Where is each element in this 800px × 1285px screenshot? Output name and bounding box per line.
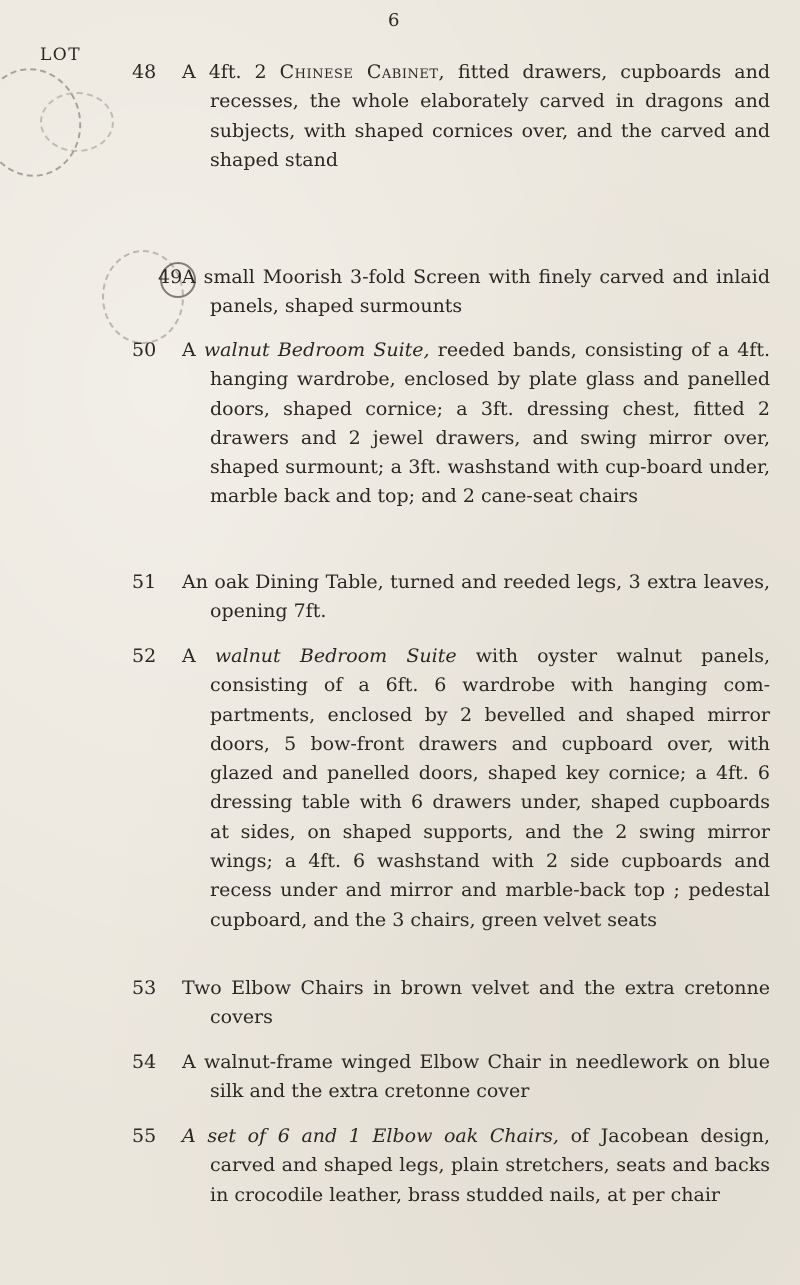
lot-number: 51 xyxy=(132,571,157,593)
lot-column-heading: LOT xyxy=(40,45,82,65)
paper-stain xyxy=(40,92,114,152)
lot-description xyxy=(182,974,770,1033)
page-number: 6 xyxy=(388,10,401,31)
lot-text: fitted drawers, cupboards and recesses, the whole elaborately carved in dragons and subjects, with shaped cornices over, and the carved and shaped stand xyxy=(210,61,770,171)
lot-text: reeded bands, consisting of a 4ft. hanging wardrobe, enclosed by plate glass and panelled doors, shaped cornice; a 3ft. dressing chest, fitted 2 drawers and 2 jewel drawers, and swing mirror over, shaped surmount; a 3ft. washstand with cup-board under, marble back and top; and 2 cane-seat chairs xyxy=(210,339,770,508)
lot-number: 55 xyxy=(132,1125,157,1147)
lot-number: 49 xyxy=(158,266,183,288)
lot-text: An oak Dining Table, turned and reeded legs, 3 extra leaves, opening 7ft. xyxy=(182,571,770,623)
lot-lead: A 4ft. 2 xyxy=(182,61,280,83)
lot-item-name: walnut Bedroom Suite, xyxy=(203,339,430,361)
lot-text: A small Moorish 3-fold Screen with finely carved and inlaid panels, shaped surmounts xyxy=(182,266,770,318)
lot-description xyxy=(182,58,770,175)
lot-item-name: A set of 6 and 1 Elbow oak Chairs, xyxy=(182,1125,559,1147)
lot-description xyxy=(182,568,770,627)
lot-text: A walnut-frame winged Elbow Chair in needlework on blue silk and the extra cretonne cover xyxy=(182,1051,770,1103)
lot-number: 53 xyxy=(132,977,157,999)
lot-description xyxy=(182,336,770,512)
lot-description xyxy=(182,642,770,935)
lot-item-name: walnut Bedroom Suite xyxy=(214,645,457,667)
lot-lead: A xyxy=(182,645,215,667)
lot-number: 54 xyxy=(132,1051,157,1073)
lot-number: 52 xyxy=(132,645,157,667)
lot-description xyxy=(182,1048,770,1107)
lot-description xyxy=(182,1122,770,1210)
lot-text: Two Elbow Chairs in brown velvet and the extra cretonne covers xyxy=(182,977,770,1029)
lot-item-name: Chinese Cabinet, xyxy=(279,61,446,83)
lot-text: with oyster walnut panels, consisting of a 6ft. 6 wardrobe with hanging com-partments, enclosed by 2 bevelled and shaped mirror doors, 5 bow-front drawers and cupboard over, with glazed and panelled doors, shaped key cornice; a 4ft. 6 dressing table with 6 drawers under, shaped cupboards at sides, on shaped supports, and the 2 swing mirror wings; a 4ft. 6 washstand with 2 side cupboards and recess under and mirror and marble-back top ; pedestal cupboard, and the 3 chairs, green velvet seats xyxy=(210,645,770,931)
lot-number: 50 xyxy=(132,339,157,361)
lot-text: of Jacobean design, carved and shaped legs, plain stretchers, seats and backs in crocodile leather, brass studded nails, at per chair xyxy=(210,1125,770,1206)
lot-lead: A xyxy=(182,339,204,361)
lot-number: 48 xyxy=(132,61,157,83)
lot-description xyxy=(182,263,770,322)
